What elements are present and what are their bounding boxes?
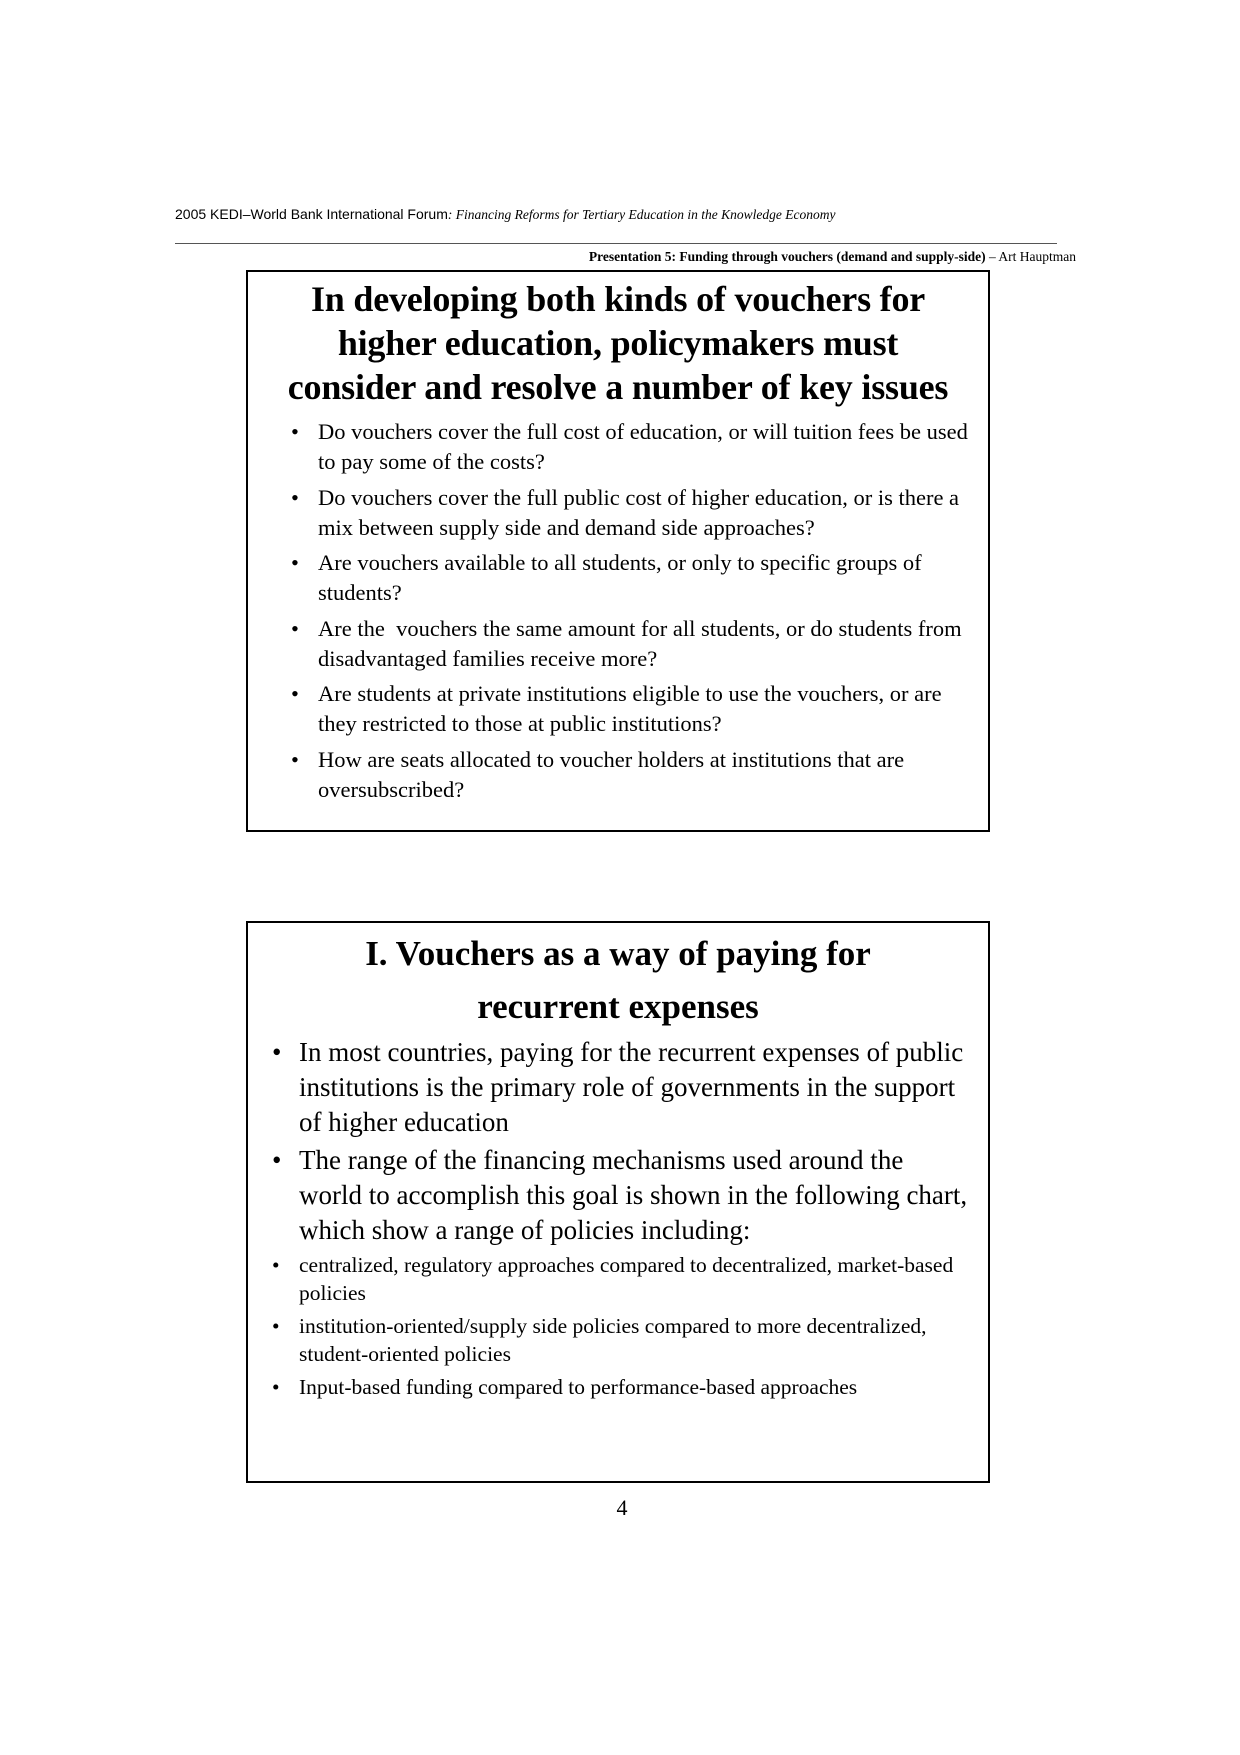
list-item [291,614,968,674]
title-line: recurrent expenses [477,987,759,1026]
policy-range-list [248,1251,988,1401]
running-header [175,205,835,225]
bullet-icon: • [272,1375,280,1399]
header-separator: : [447,207,456,222]
list-item [291,483,968,543]
title-line: In developing both kinds of vouchers for [310,279,926,319]
slide-title [248,272,988,409]
presentation-line [589,249,1076,265]
list-item-text: How are seats allocated to voucher holders at institutions that are oversubscribed? [318,746,905,802]
slide-recurrent-expenses [246,921,990,1483]
list-item [272,1143,968,1248]
presentation-author: – Art Hauptman [985,249,1076,264]
presentation-title: Presentation 5: Funding through vouchers (demand and supply-side) [588,249,986,264]
list-item-text: In most countries, paying for the recurrent expenses of public institutions is the primary role of governments in the support of higher education [299,1037,964,1137]
header-rule [175,243,1057,244]
list-item-text: Input-based funding compared to performance-based approaches [299,1375,858,1399]
list-item [272,1312,968,1368]
bullet-icon: • [291,746,299,772]
bullet-icon: • [291,484,299,510]
main-points-list [248,1035,988,1248]
list-item [291,548,968,608]
slide-key-issues [246,270,990,832]
list-item [291,417,968,477]
list-item-text: centralized, regulatory approaches compared to decentralized, market-based policies [299,1253,954,1305]
issues-list [248,417,988,805]
slide-title [248,923,988,1033]
list-item [272,1373,968,1401]
list-item [272,1035,968,1140]
list-item-text: Are the vouchers the same amount for all students, or do students from disadvantaged families receive more? [318,615,968,671]
list-item-text: Do vouchers cover the full public cost of higher education, or is there a mix between supply side and demand side approaches? [318,484,960,540]
page-number: 4 [616,1495,628,1520]
title-line: higher education, policymakers must [337,323,899,363]
bullet-icon: • [272,1145,282,1175]
list-item [291,745,968,805]
list-item-text: institution-oriented/supply side policies compared to more decentralized, student-oriented policies [299,1314,927,1366]
bullet-icon: • [291,550,299,576]
list-item-text: The range of the financing mechanisms used around the world to accomplish this goal is shown in the following chart, which show a range of policies including: [299,1145,968,1245]
list-item-text: Are students at private institutions eligible to use the vouchers, or are they restricted to those at public institutions? [318,681,942,737]
bullet-icon: • [272,1253,280,1277]
bullet-icon: • [291,419,299,444]
title-line: consider and resolve a number of key issues [287,367,949,407]
bullet-icon: • [272,1314,280,1338]
list-item [272,1251,968,1307]
title-line: I. Vouchers as a way of paying for [365,934,871,973]
forum-subtitle: Financing Reforms for Tertiary Education in the Knowledge Economy [455,207,836,222]
bullet-icon: • [291,615,299,641]
forum-name: 2005 KEDI–World Bank International Forum [175,206,448,222]
bullet-icon: • [272,1037,282,1067]
list-item-text: Are vouchers available to all students, or only to specific groups of students? [318,550,922,606]
bullet-icon: • [291,681,299,707]
list-item-text: Do vouchers cover the full cost of education, or will tuition fees be used to pay some of the costs? [318,419,968,474]
list-item [291,679,968,739]
